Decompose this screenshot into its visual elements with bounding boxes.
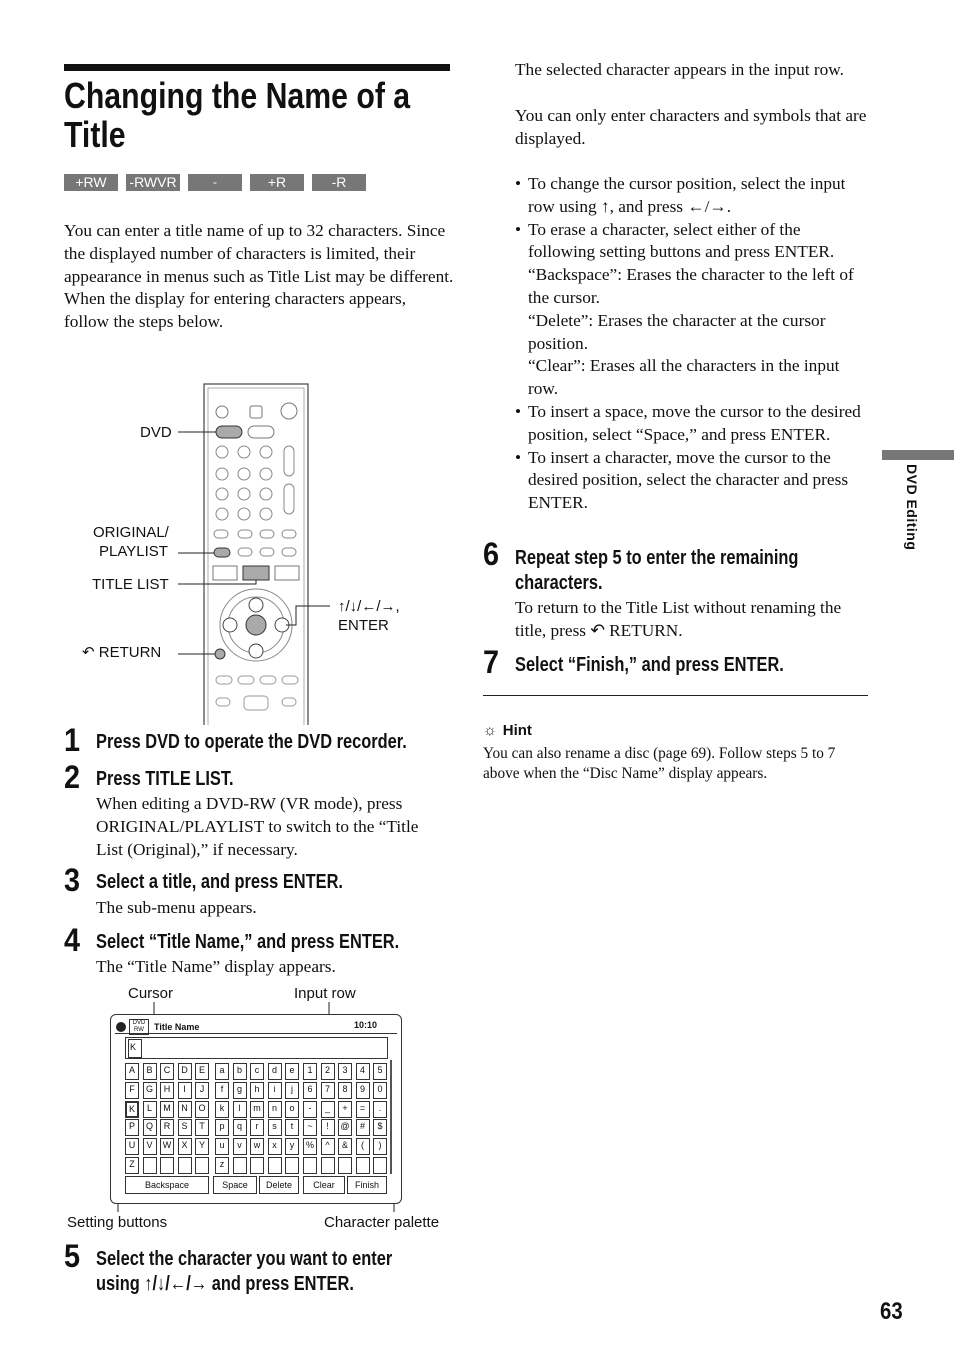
label-cursor: Cursor <box>128 985 174 1002</box>
palette-key[interactable]: s <box>268 1119 282 1136</box>
palette-key[interactable]: = <box>356 1101 370 1118</box>
badge-rw-vr: -RWVR <box>126 174 180 191</box>
palette-key[interactable]: M <box>160 1101 174 1118</box>
badge-plus-r: +R <box>250 174 304 191</box>
palette-key[interactable] <box>143 1157 157 1174</box>
step-5-number: 5 <box>64 1238 81 1274</box>
screen-header-divider <box>115 1033 397 1034</box>
palette-key[interactable]: Q <box>143 1119 157 1136</box>
palette-key[interactable]: I <box>178 1082 192 1099</box>
palette-key[interactable]: w <box>250 1138 264 1155</box>
palette-key[interactable]: P <box>125 1119 139 1136</box>
palette-key[interactable]: e <box>285 1063 299 1080</box>
palette-key[interactable]: & <box>338 1138 352 1155</box>
palette-key[interactable]: ! <box>321 1119 335 1136</box>
palette-key[interactable] <box>321 1157 335 1174</box>
screen-time: 10:10 <box>353 1020 377 1030</box>
step-3-body: The sub-menu appears. <box>96 898 257 917</box>
palette-key[interactable]: U <box>125 1138 139 1155</box>
palette-key[interactable]: n <box>268 1101 282 1118</box>
setting-buttons <box>123 1174 389 1196</box>
page-number: 63 <box>880 1298 903 1325</box>
palette-key[interactable]: 1 <box>303 1063 317 1080</box>
palette-key[interactable]: f <box>215 1082 229 1099</box>
remote-illustration <box>80 380 440 725</box>
character-palette <box>125 1063 391 1173</box>
callout-original-line2: PLAYLIST <box>99 543 168 560</box>
palette-key[interactable]: a <box>215 1063 229 1080</box>
step-2-title: Press TITLE LIST. <box>96 768 234 790</box>
palette-key[interactable] <box>303 1157 317 1174</box>
palette-key[interactable]: c <box>250 1063 264 1080</box>
step-5-title-line1: Select the character you want to enter <box>96 1248 393 1270</box>
tip-erase <box>515 219 871 401</box>
title-rule <box>64 64 450 71</box>
palette-key[interactable]: g <box>233 1082 247 1099</box>
step-1-number: 1 <box>64 722 81 758</box>
palette-key[interactable] <box>195 1157 209 1174</box>
palette-key[interactable]: T <box>195 1119 209 1136</box>
lightbulb-icon: ☼ <box>483 722 497 739</box>
clear-button[interactable]: Clear <box>303 1176 345 1194</box>
step-3-number: 3 <box>64 862 81 898</box>
step-4-title: Select “Title Name,” and press ENTER. <box>96 931 400 953</box>
text-cursor <box>128 1039 142 1058</box>
hint-label: Hint <box>502 722 532 739</box>
palette-key[interactable]: R <box>160 1119 174 1136</box>
section-side-label: DVD Editing <box>904 464 920 551</box>
right-para-2: You can only enter characters and symbols that are displayed. <box>515 106 867 148</box>
step-7-title: Select “Finish,” and press ENTER. <box>515 654 784 676</box>
palette-key[interactable]: V <box>143 1138 157 1155</box>
palette-key[interactable]: 8 <box>338 1082 352 1099</box>
palette-key[interactable]: j <box>285 1082 299 1099</box>
right-para-1: The selected character appears in the input row. <box>515 60 844 79</box>
label-character-palette: Character palette <box>324 1214 440 1231</box>
palette-key[interactable] <box>373 1157 387 1174</box>
step-4-number: 4 <box>64 922 81 958</box>
title-name-screen <box>110 1014 402 1204</box>
palette-key[interactable]: d <box>268 1063 282 1080</box>
intro-paragraph: You can enter a title name of up to 32 characters. Since the displayed number of characters is limited, their appearance in menus such as Title List may be different. When the display for entering characters appears, follow the steps below. <box>64 221 454 332</box>
palette-key[interactable] <box>233 1157 247 1174</box>
palette-key[interactable]: H <box>160 1082 174 1099</box>
backspace-button[interactable]: Backspace <box>125 1176 209 1194</box>
tip-insert-space: • To insert a space, move the cursor to the desired position, select “Space,” and press ENTER. <box>515 401 871 447</box>
finish-button[interactable]: Finish <box>347 1176 387 1194</box>
screen-title: Title Name <box>154 1022 200 1032</box>
palette-key[interactable]: K <box>125 1101 139 1118</box>
palette-key[interactable]: 5 <box>373 1063 387 1080</box>
tip-erase-clear: “Clear”: Erases all the characters in the input row. <box>528 356 840 399</box>
tips-list <box>515 173 871 515</box>
callout-return: ↶ RETURN <box>82 644 162 661</box>
palette-key[interactable]: i <box>268 1082 282 1099</box>
step-6-title-line1: Repeat step 5 to enter the remaining <box>515 547 799 569</box>
callout-original-line1: ORIGINAL/ <box>93 524 169 541</box>
callout-title-list: TITLE LIST <box>92 576 169 593</box>
palette-key[interactable]: 6 <box>303 1082 317 1099</box>
palette-key[interactable]: _ <box>321 1101 335 1118</box>
palette-key[interactable]: + <box>338 1101 352 1118</box>
palette-key[interactable]: % <box>303 1138 317 1155</box>
palette-key[interactable]: Y <box>195 1138 209 1155</box>
tip-erase-delete: “Delete”: Erases the character at the cursor position. <box>528 310 826 353</box>
palette-key[interactable]: o <box>285 1101 299 1118</box>
tip-erase-backspace: “Backspace”: Erases the character to the left of the cursor. <box>528 265 854 307</box>
section-tab <box>882 450 954 460</box>
disc-badges <box>64 174 366 206</box>
step-5-title-line2: using ↑/↓/←/→ and press ENTER. <box>96 1273 354 1295</box>
step-6-number: 6 <box>483 536 500 572</box>
input-value: K <box>130 1042 137 1052</box>
palette-key[interactable]: 3 <box>338 1063 352 1080</box>
palette-key[interactable]: C <box>160 1063 174 1080</box>
delete-button[interactable]: Delete <box>259 1176 299 1194</box>
palette-key[interactable]: ^ <box>321 1138 335 1155</box>
step-6-body: To return to the Title List without renaming the title, press ↶ RETURN. <box>515 598 842 640</box>
palette-key[interactable]: ) <box>373 1138 387 1155</box>
disc-icon <box>116 1022 126 1032</box>
palette-key[interactable]: W <box>160 1138 174 1155</box>
step-7-number: 7 <box>483 644 500 680</box>
palette-key[interactable]: x <box>268 1138 282 1155</box>
palette-key[interactable]: u <box>215 1138 229 1155</box>
hint-divider <box>483 695 868 696</box>
badge-minus-r: -R <box>312 174 366 191</box>
palette-key[interactable]: E <box>195 1063 209 1080</box>
page-title: Changing the Name of a Title <box>64 75 411 155</box>
tip-insert-character: • To insert a character, move the cursor to the desired position, select the character and press ENTER. <box>515 447 871 515</box>
callout-dvd: DVD <box>140 424 172 441</box>
palette-key[interactable]: h <box>250 1082 264 1099</box>
step-4-body: The “Title Name” display appears. <box>96 957 336 976</box>
palette-key[interactable]: k <box>215 1101 229 1118</box>
palette-key[interactable]: m <box>250 1101 264 1118</box>
palette-key[interactable]: r <box>250 1119 264 1136</box>
palette-key[interactable]: z <box>215 1157 229 1174</box>
palette-key[interactable]: t <box>285 1119 299 1136</box>
palette-key[interactable]: p <box>215 1119 229 1136</box>
palette-key[interactable]: D <box>178 1063 192 1080</box>
palette-key[interactable]: O <box>195 1101 209 1118</box>
palette-key[interactable]: 2 <box>321 1063 335 1080</box>
palette-key[interactable]: 0 <box>373 1082 387 1099</box>
palette-scroll-edge <box>387 1060 392 1174</box>
badge-rw-video: -RWVideo <box>189 175 241 206</box>
palette-key[interactable]: 4 <box>356 1063 370 1080</box>
label-setting-buttons: Setting buttons <box>67 1214 168 1231</box>
tip-cursor-position: • To change the cursor position, select the input row using ↑, and press ←/→. <box>515 173 871 219</box>
palette-key[interactable]: X <box>178 1138 192 1155</box>
palette-key[interactable]: y <box>285 1138 299 1155</box>
palette-key[interactable]: - <box>303 1101 317 1118</box>
palette-key[interactable]: L <box>143 1101 157 1118</box>
callout-enter: ENTER <box>338 617 389 634</box>
palette-key[interactable] <box>250 1157 264 1174</box>
palette-key[interactable]: $ <box>373 1119 387 1136</box>
palette-key[interactable]: ( <box>356 1138 370 1155</box>
palette-key[interactable] <box>178 1157 192 1174</box>
step-1-title: Press DVD to operate the DVD recorder. <box>96 731 407 753</box>
step-2-number: 2 <box>64 759 81 795</box>
palette-key[interactable]: S <box>178 1119 192 1136</box>
palette-key[interactable]: Z <box>125 1157 139 1174</box>
input-row[interactable] <box>125 1037 388 1059</box>
space-button[interactable]: Space <box>213 1176 257 1194</box>
hint-text: You can also rename a disc (page 69). Follow steps 5 to 7 above when the “Disc Name” display appears. <box>483 745 836 782</box>
palette-key[interactable]: . <box>373 1101 387 1118</box>
callout-arrows: ↑/↓/←/→, <box>338 598 400 615</box>
step-3-title: Select a title, and press ENTER. <box>96 871 343 893</box>
step-6-title-line2: characters. <box>515 572 603 594</box>
step-2-body: When editing a DVD-RW (VR mode), press ORIGINAL/PLAYLIST to switch to the “Title List (Original),” if necessary. <box>96 794 419 859</box>
label-input-row: Input row <box>294 985 356 1002</box>
palette-key[interactable]: B <box>143 1063 157 1080</box>
palette-key[interactable]: 9 <box>356 1082 370 1099</box>
palette-key[interactable] <box>285 1157 299 1174</box>
palette-key[interactable]: @ <box>338 1119 352 1136</box>
palette-key[interactable] <box>160 1157 174 1174</box>
palette-key[interactable]: # <box>356 1119 370 1136</box>
palette-key[interactable]: A <box>125 1063 139 1080</box>
palette-key[interactable]: b <box>233 1063 247 1080</box>
palette-key[interactable]: 7 <box>321 1082 335 1099</box>
palette-key[interactable]: ~ <box>303 1119 317 1136</box>
palette-key[interactable]: q <box>233 1119 247 1136</box>
disc-type: DVD RW <box>129 1019 149 1035</box>
tip-erase-text: • To erase a character, select either of the following setting buttons and press ENTER. <box>528 219 835 262</box>
palette-key[interactable] <box>268 1157 282 1174</box>
palette-key[interactable]: N <box>178 1101 192 1118</box>
palette-key[interactable]: G <box>143 1082 157 1099</box>
palette-key[interactable]: v <box>233 1138 247 1155</box>
hint-heading <box>483 722 532 739</box>
return-icon: ↶ <box>82 644 99 661</box>
palette-key[interactable] <box>338 1157 352 1174</box>
palette-key[interactable]: l <box>233 1101 247 1118</box>
badge-plus-rw: +RW <box>64 174 118 191</box>
palette-key[interactable]: J <box>195 1082 209 1099</box>
palette-key[interactable] <box>356 1157 370 1174</box>
palette-key[interactable]: F <box>125 1082 139 1099</box>
